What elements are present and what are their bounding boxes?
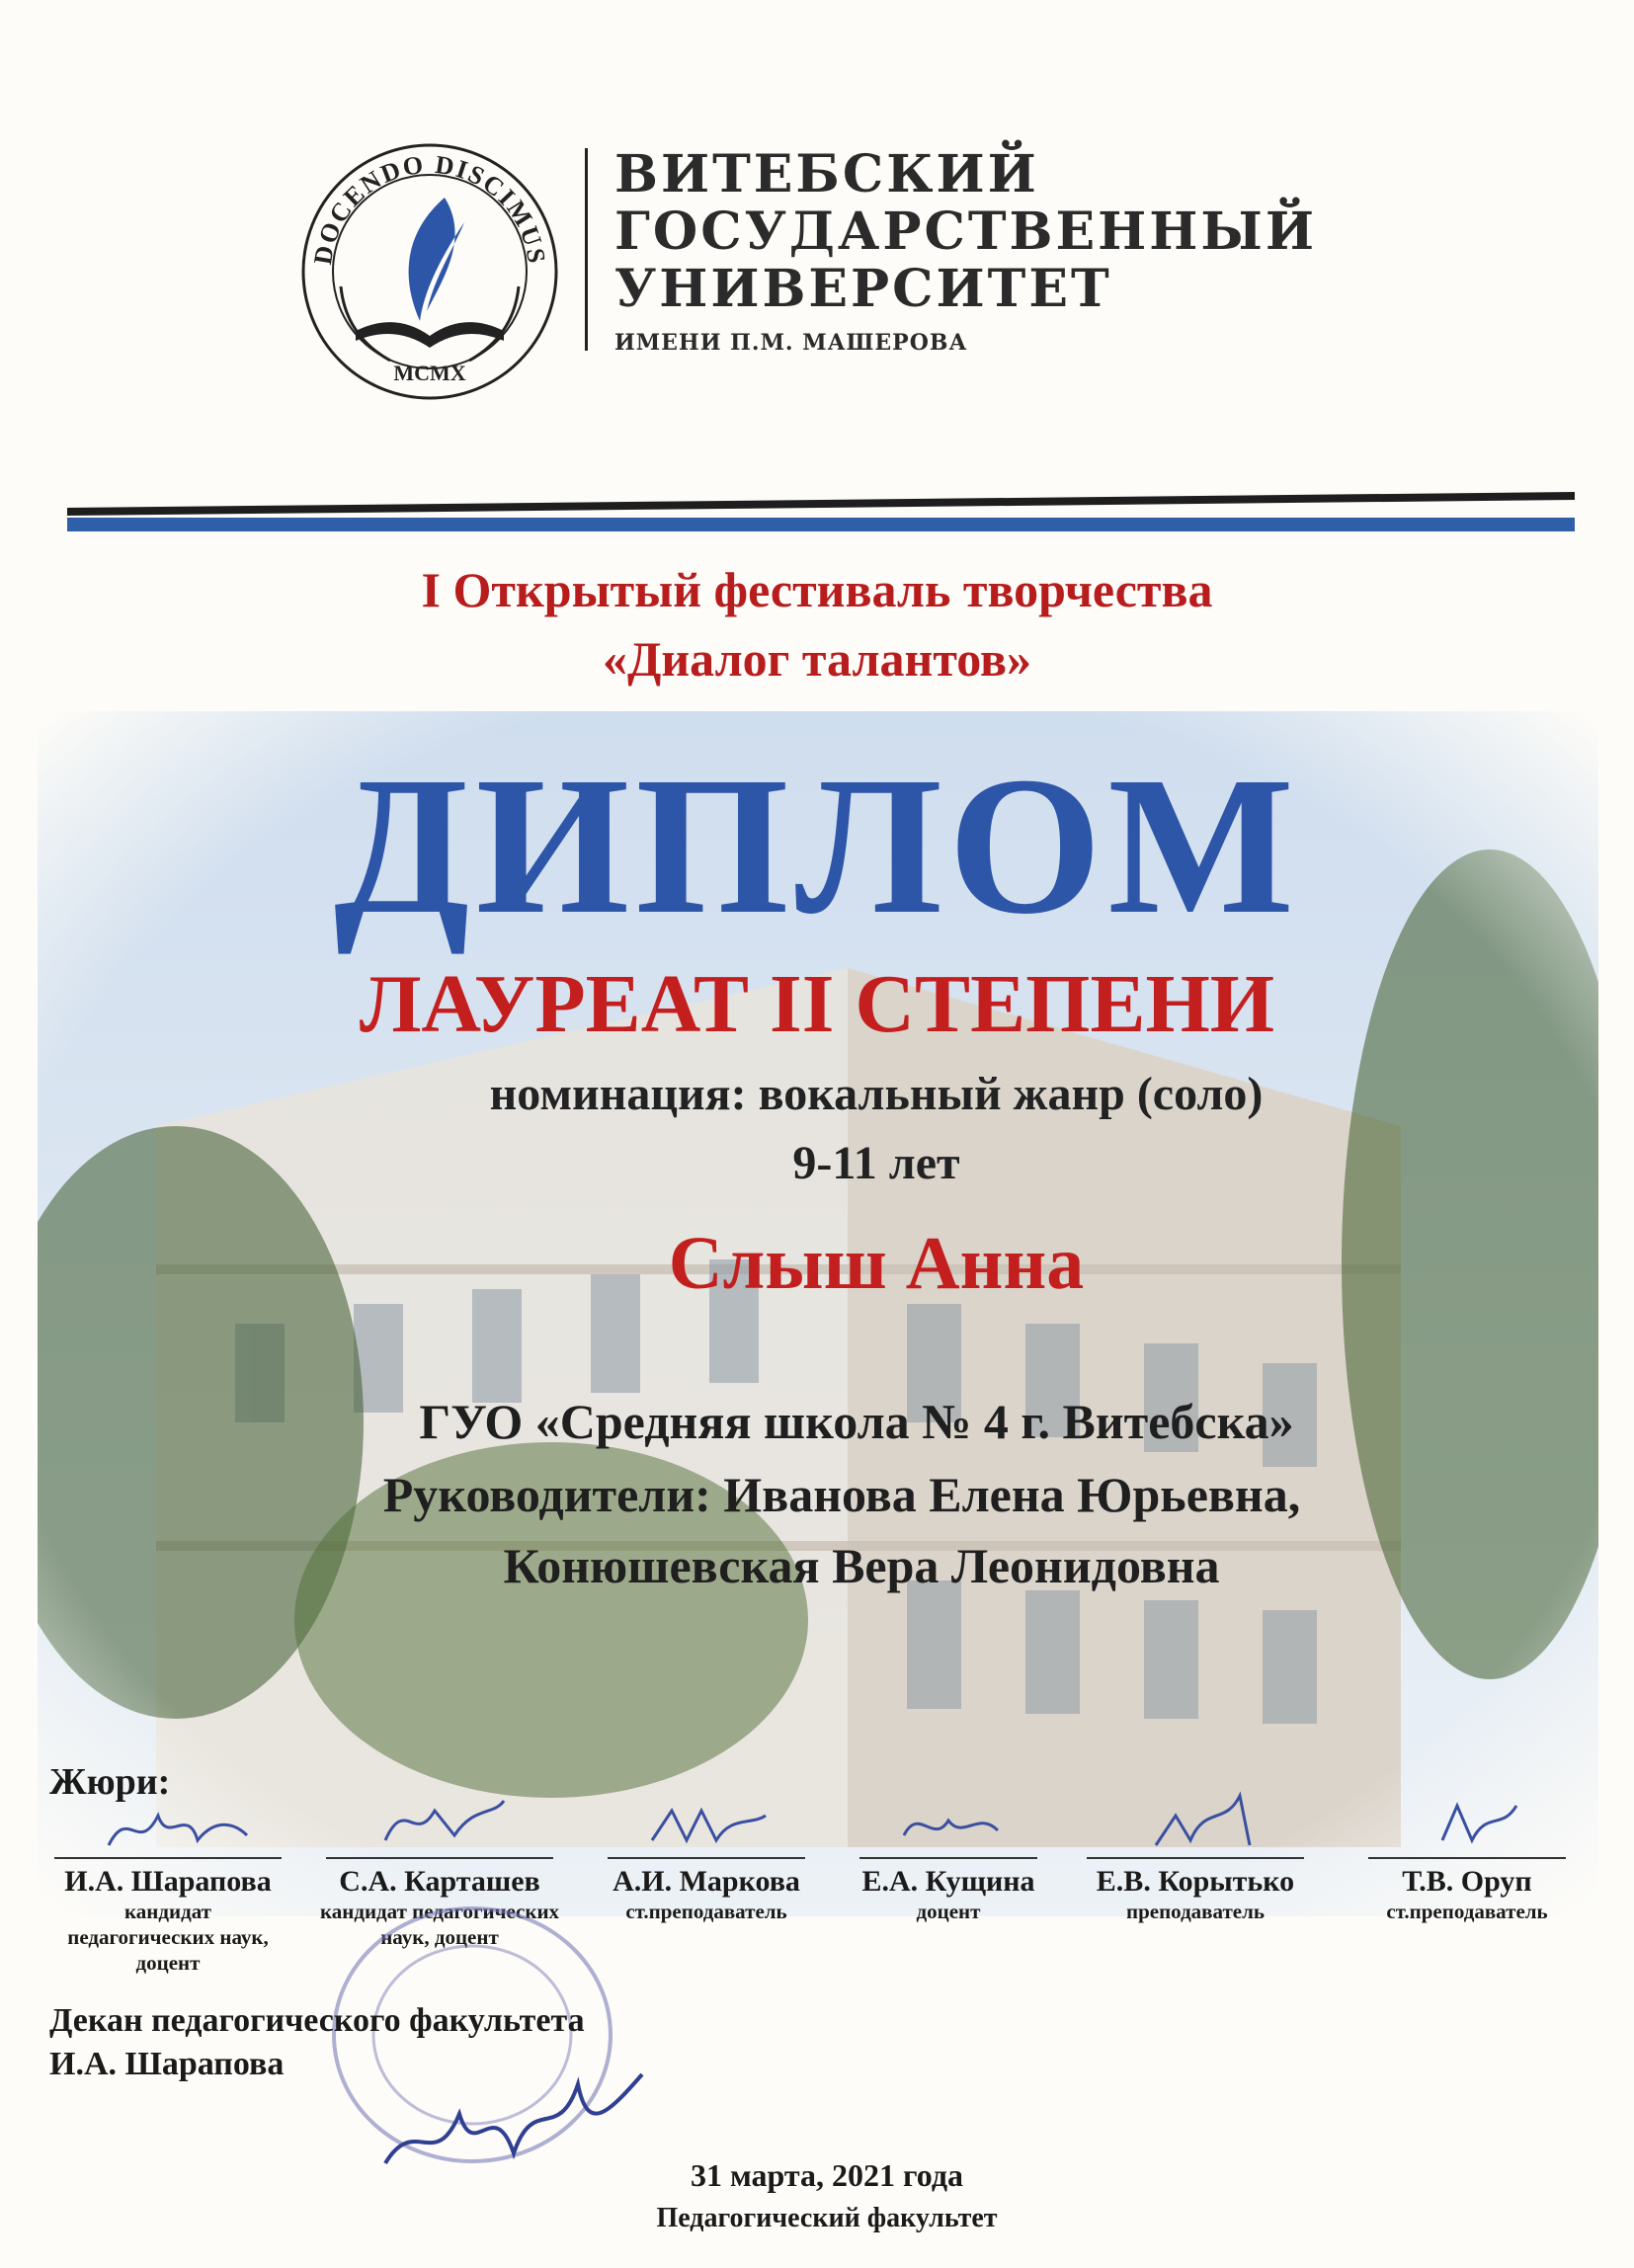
- juror-2-signature: [316, 1786, 563, 1857]
- header-stripe-dark: [67, 492, 1575, 516]
- juror-6-title: ст.преподаватель: [1386, 1900, 1548, 1923]
- juror-4-name: Е.А. Кущина: [861, 1865, 1035, 1898]
- university-name: [614, 146, 1317, 356]
- award-level: ЛАУРЕАТ II СТЕПЕНИ: [359, 958, 1275, 1050]
- juror-3-title: ст.преподаватель: [625, 1900, 787, 1923]
- jury-label: Жюри:: [49, 1761, 171, 1803]
- logo-motto: DOCENDO DISCIMUS: [307, 149, 551, 267]
- issuing-faculty: Педагогический факультет: [656, 2203, 998, 2233]
- dean-position: Декан педагогического факультета: [49, 2002, 585, 2039]
- header-stripe-blue: [67, 518, 1575, 531]
- logo-year: MCMX: [393, 361, 466, 385]
- age-group: 9-11 лет: [792, 1137, 960, 1189]
- juror-5-signature: [1077, 1786, 1314, 1857]
- leaders-line-1: Руководители: Иванова Елена Юрьевна,: [382, 1467, 1301, 1522]
- juror-5-name: Е.В. Корытько: [1096, 1865, 1295, 1898]
- juror-3-signature: [593, 1786, 820, 1857]
- university-line-1: ВИТЕБСКИЙ: [614, 144, 1039, 204]
- juror-1: [49, 1786, 286, 1976]
- nomination: номинация: вокальный жанр (соло): [489, 1068, 1264, 1120]
- juror-4-signature: [850, 1786, 1047, 1857]
- juror-2-name: С.А. Карташев: [339, 1865, 540, 1898]
- juror-1-name: И.А. Шарапова: [64, 1865, 272, 1898]
- issue-date: 31 марта, 2021 года: [690, 2157, 964, 2193]
- festival-title-line-2: «Диалог талантов»: [602, 631, 1032, 687]
- diploma-title: ДИПЛОМ: [333, 737, 1301, 955]
- school-name: ГУО «Средняя школа № 4 г. Витебска»: [419, 1394, 1294, 1449]
- juror-6: [1353, 1786, 1581, 1924]
- juror-3-name: А.И. Маркова: [613, 1865, 800, 1898]
- university-subtitle: ИМЕНИ П.М. МАШЕРОВА: [614, 330, 968, 356]
- juror-1-title: кандидат педагогических наук, доцент: [67, 1900, 269, 1975]
- university-line-2: ГОСУДАРСТВЕННЫЙ: [614, 202, 1318, 262]
- header-divider: [585, 148, 588, 351]
- recipient-name: Слыш Анна: [668, 1222, 1085, 1305]
- juror-6-signature: [1353, 1786, 1581, 1857]
- juror-6-name: Т.В. Оруп: [1402, 1865, 1532, 1898]
- juror-2-title: кандидат педагогических наук, доцент: [319, 1900, 560, 1949]
- juror-1-signature: [49, 1786, 286, 1857]
- dean-name: И.А. Шарапова: [49, 2046, 285, 2082]
- university-logo: [296, 138, 563, 405]
- juror-5-title: преподаватель: [1125, 1900, 1266, 1923]
- juror-4-title: доцент: [916, 1900, 981, 1923]
- leaders-line-2: Конюшевская Вера Леонидовна: [503, 1538, 1220, 1593]
- juror-3: [593, 1786, 820, 1924]
- juror-5: [1077, 1786, 1314, 1924]
- university-line-3: УНИВЕРСИТЕТ: [614, 259, 1112, 319]
- festival-title-line-1: I Открытый фестиваль творчества: [421, 562, 1213, 617]
- juror-4: [850, 1786, 1047, 1924]
